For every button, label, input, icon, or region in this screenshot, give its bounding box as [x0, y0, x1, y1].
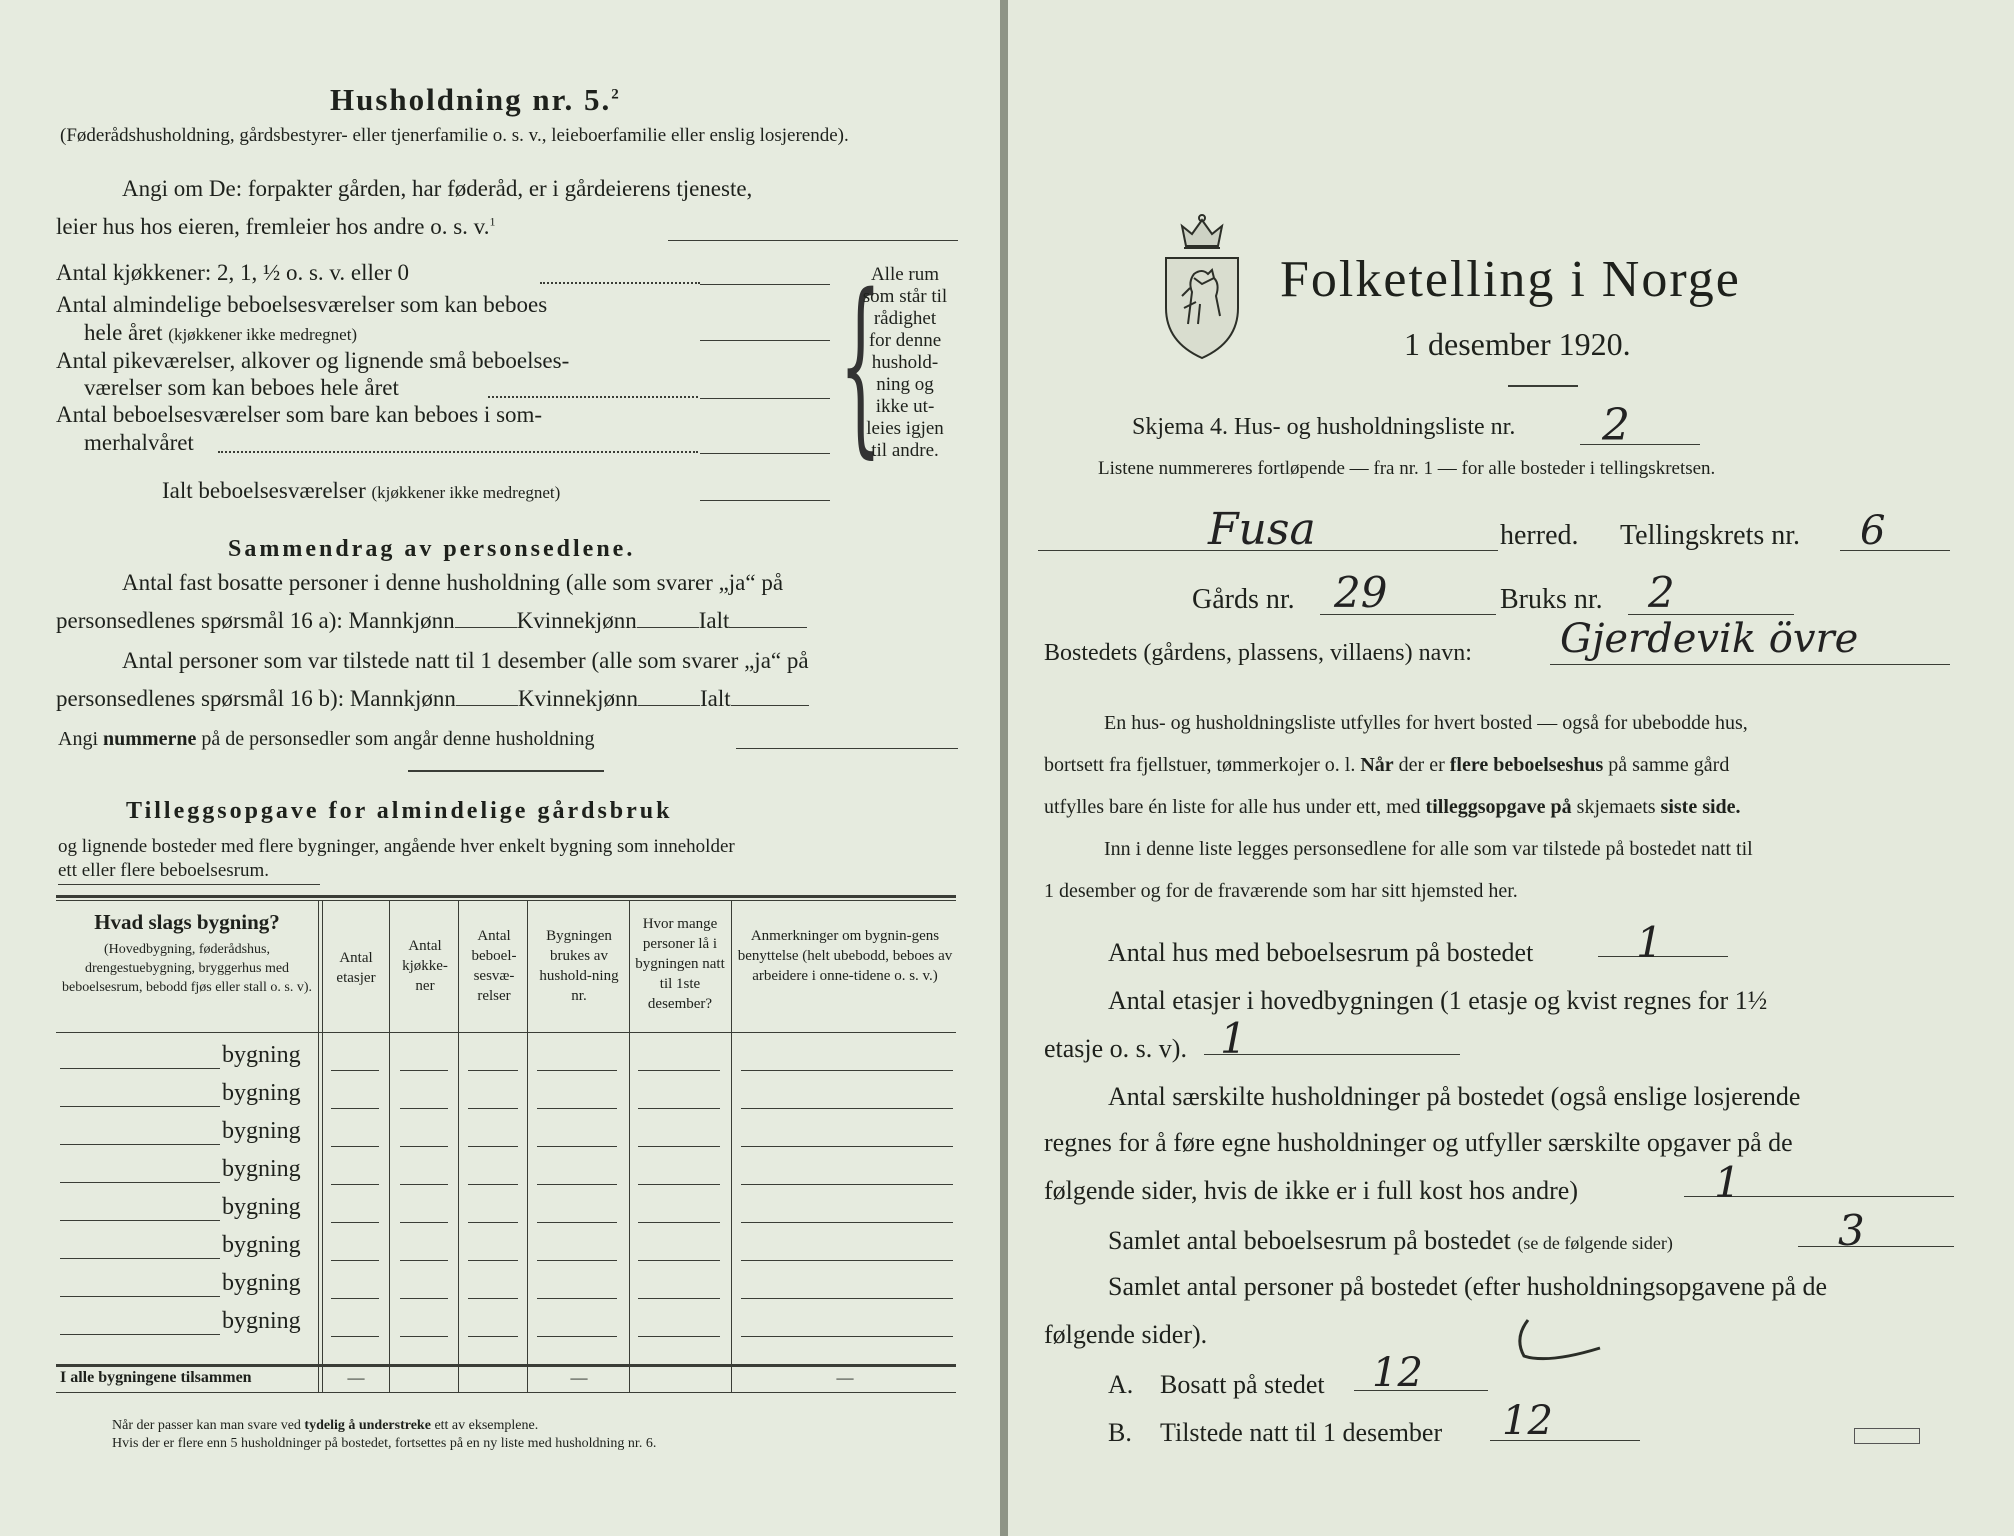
section-divider — [408, 770, 604, 772]
household-subtitle: (Føderådshusholdning, gårdsbestyrer- eller tjenerfamilie o. s. v., leieboerfamilie eller enslig losjerende). — [60, 125, 849, 146]
cell-answer-line — [741, 1336, 953, 1337]
building-type-answer-line — [60, 1182, 220, 1183]
col-head-type-note: (Hovedbygning, føderådshus, drengestuebygning, bryggerhus med beboelsesrum, bebodd fjøs eller stall o. s. v). — [62, 942, 313, 995]
fast-line-2: personsedlenes spørsmål 16 a): Mannkjønn Kvinnekjønn Ialt — [56, 608, 807, 634]
right-page — [1008, 0, 2014, 1536]
footnote-1: Når der passer kan man svare ved tydelig å understreke ett av eksemplene. — [112, 1418, 539, 1433]
building-row-label: bygning — [222, 1080, 301, 1106]
gards-value: 29 — [1334, 568, 1388, 617]
kjokkener-dots — [540, 282, 700, 284]
cell-answer-line — [638, 1260, 720, 1261]
tillegg-underline — [58, 884, 320, 885]
cell-answer-line — [400, 1260, 448, 1261]
cell-answer-line — [537, 1298, 617, 1299]
sarsk-value: 1 — [1714, 1158, 1741, 1207]
cell-answer-line — [638, 1108, 720, 1109]
building-row-label: bygning — [222, 1270, 301, 1296]
hus-answer-line — [1598, 956, 1728, 957]
instr-line-5: 1 desember og for de fraværende som har sitt hjemsted her. — [1044, 880, 1518, 902]
col-head-kjokkener: Antal kjøkke-ner — [402, 938, 448, 994]
b-value: 12 — [1502, 1398, 1553, 1444]
cell-answer-line — [331, 1108, 379, 1109]
herred-value: Fusa — [1208, 504, 1316, 555]
instr-line-1: En hus- og husholdningsliste utfylles for hvert bosted — også for ubebodde hus, — [1104, 712, 1748, 734]
pike-line-2: værelser som kan beboes hele året — [84, 375, 399, 400]
col-head-persons: Hvor mange personer lå i bygningen natt til 1ste desember? — [635, 916, 725, 1012]
col-head-etasjer: Antal etasjer — [336, 950, 376, 986]
total-row-label: I alle bygningene tilsammen — [60, 1369, 252, 1386]
skjema-nr-value: 2 — [1602, 400, 1630, 451]
tellingskrets-value: 6 — [1860, 508, 1886, 554]
cell-answer-line — [468, 1222, 518, 1223]
tellingskrets-label: Tellingskrets nr. — [1620, 520, 1801, 551]
cell-answer-line — [537, 1070, 617, 1071]
instr-line-2: bortsett fra fjellstuer, tømmerkojer o. l. Når der er flere beboelseshus på samme gård — [1044, 754, 1730, 776]
sommer-line-1: Antal beboelsesværelser som bare kan beboes i som- — [56, 402, 543, 427]
cell-answer-line — [468, 1070, 518, 1071]
etasjer-value: 1 — [1220, 1014, 1247, 1063]
cell-answer-line — [638, 1222, 720, 1223]
building-row-label: bygning — [222, 1194, 301, 1220]
total-etasjer-dash: — — [347, 1368, 365, 1387]
norway-lion-crest-icon — [1158, 212, 1246, 367]
cell-answer-line — [400, 1184, 448, 1185]
instr-line-4: Inn i denne liste legges personsedlene for alle som var tilstede på bostedet natt til — [1104, 838, 1753, 860]
hus-label: Antal hus med beboelsesrum på bostedet — [1108, 938, 1534, 967]
building-row-label: bygning — [222, 1042, 301, 1068]
samlet-pers-line-2: følgende sider). — [1044, 1320, 1208, 1349]
tillegg-line-1: og lignende bosteder med flere bygninger, angående hver enkelt bygning som inneholder — [58, 836, 735, 857]
tilstede-line-2: personsedlenes spørsmål 16 b): Mannkjønn Kvinnekjønn Ialt — [56, 686, 809, 712]
building-type-answer-line — [60, 1106, 220, 1107]
sarsk-line-2: regnes for å føre egne husholdninger og utfyller særskilte opgaver på de — [1044, 1128, 1793, 1157]
building-type-answer-line — [60, 1220, 220, 1221]
listene-note: Listene nummereres fortløpende — fra nr. 1 — for alle bosteder i tellingskretsen. — [1098, 458, 1716, 479]
hus-value: 1 — [1636, 918, 1663, 967]
cell-answer-line — [331, 1336, 379, 1337]
samlet-rum-answer-line — [1798, 1246, 1954, 1247]
fast-line-1: Antal fast bosatte personer i denne husholdning (alle som svarer „ja“ på — [122, 570, 784, 595]
sarsk-line-3: følgende sider, hvis de ikke er i full kost hos andre) — [1044, 1176, 1578, 1205]
census-title: Folketelling i Norge — [1280, 251, 1741, 308]
left-page — [0, 0, 1000, 1536]
cell-answer-line — [638, 1298, 720, 1299]
household-title: Husholdning nr. 5.$^2$ — [330, 82, 621, 117]
angi-line-1: Angi om De: forpakter gården, har føderåd, er i gårdeierens tjeneste, — [122, 176, 753, 201]
cell-answer-line — [537, 1146, 617, 1147]
cell-answer-line — [331, 1070, 379, 1071]
sommer-dots — [218, 451, 698, 453]
building-type-answer-line — [60, 1296, 220, 1297]
skjema-label: Skjema 4. Hus- og husholdningsliste nr. — [1132, 414, 1516, 440]
total-household-dash: — — [570, 1368, 588, 1387]
cell-answer-line — [537, 1222, 617, 1223]
building-row-label: bygning — [222, 1232, 301, 1258]
building-type-answer-line — [60, 1334, 220, 1335]
instr-line-3: utfylles bare én liste for alle hus under ett, med tilleggsopgave på skjemaets siste side. — [1044, 796, 1741, 818]
cell-answer-line — [741, 1146, 953, 1147]
b-letter: B. — [1108, 1418, 1132, 1447]
etasjer-line-1: Antal etasjer i hovedbygningen (1 etasje og kvist regnes for 1½ — [1108, 986, 1768, 1015]
a-letter: A. — [1108, 1370, 1134, 1399]
pen-scribble-icon — [1508, 1316, 1628, 1371]
brace-icon: { — [839, 254, 882, 475]
building-row-label: bygning — [222, 1156, 301, 1182]
cell-answer-line — [331, 1184, 379, 1185]
cell-answer-line — [537, 1336, 617, 1337]
footnote-2: Hvis der er flere enn 5 husholdninger på bostedet, fortsettes på en ny liste med husholdning nr. 6. — [112, 1436, 657, 1451]
cell-answer-line — [537, 1108, 617, 1109]
cell-answer-line — [331, 1222, 379, 1223]
cell-answer-line — [468, 1336, 518, 1337]
cell-answer-line — [741, 1222, 953, 1223]
sommer-answer-line — [700, 453, 830, 454]
building-type-answer-line — [60, 1068, 220, 1069]
cell-answer-line — [537, 1184, 617, 1185]
samlet-rum-value: 3 — [1838, 1206, 1865, 1255]
pike-line-1: Antal pikeværelser, alkover og lignende små beboelses- — [56, 348, 570, 373]
bosted-label: Bostedets (gårdens, plassens, villaens) navn: — [1044, 640, 1472, 666]
book-spine — [1000, 0, 1008, 1536]
bosted-value: Gjerdevik övre — [1560, 616, 1859, 662]
cell-answer-line — [741, 1298, 953, 1299]
ialt-rooms-label: Ialt beboelsesværelser (kjøkkener ikke medregnet) — [162, 478, 561, 503]
skjema-answer-line — [1580, 444, 1700, 445]
gards-label: Gårds nr. — [1192, 584, 1295, 615]
cell-answer-line — [468, 1184, 518, 1185]
cell-answer-line — [638, 1184, 720, 1185]
sommer-line-2: merhalvåret — [84, 430, 194, 455]
cell-answer-line — [400, 1108, 448, 1109]
kjokkener-label: Antal kjøkkener: 2, 1, ½ o. s. v. eller 0 — [56, 260, 410, 285]
cell-answer-line — [400, 1298, 448, 1299]
cell-answer-line — [468, 1108, 518, 1109]
bruks-value: 2 — [1648, 568, 1675, 617]
cell-answer-line — [400, 1336, 448, 1337]
cell-answer-line — [468, 1260, 518, 1261]
col-head-remarks: Anmerkninger om bygnin-gens benyttelse (helt ubebodd, beboes av arbeidere i onne-tidene o. s. v.) — [737, 928, 953, 984]
cell-answer-line — [400, 1146, 448, 1147]
building-type-answer-line — [60, 1144, 220, 1145]
nummerne-line: Angi nummerne på de personsedler som angår denne husholdning — [58, 728, 595, 750]
a-value: 12 — [1372, 1350, 1423, 1396]
building-type-answer-line — [60, 1258, 220, 1259]
tilstede-line-1: Antal personer som var tilstede natt til 1 desember (alle som svarer „ja“ på — [122, 648, 809, 673]
brace-note: Alle rum som står til rådighet for denne hushold- ning og ikke ut- leies igjen til andre. — [862, 264, 948, 461]
alm-line-1: Antal almindelige beboelsesværelser som kan beboes — [56, 292, 548, 317]
sammendrag-title: Sammendrag av personsedlene. — [228, 536, 636, 562]
etasjer-line-2: etasje o. s. v). — [1044, 1034, 1187, 1063]
cell-answer-line — [331, 1260, 379, 1261]
cell-answer-line — [638, 1070, 720, 1071]
kjokkener-answer-line — [700, 284, 830, 285]
tillegg-line-2: ett eller flere beboelsesrum. — [58, 860, 270, 881]
cell-answer-line — [638, 1336, 720, 1337]
tellingskrets-answer-line — [1840, 550, 1950, 551]
cell-answer-line — [741, 1070, 953, 1071]
cell-answer-line — [741, 1184, 953, 1185]
a-label: Bosatt på stedet — [1160, 1370, 1325, 1399]
pike-dots — [488, 396, 698, 398]
col-head-household: Bygningen brukes av hushold-ning nr. — [539, 928, 619, 1004]
title-rule — [1508, 385, 1578, 387]
herred-label: herred. — [1500, 520, 1579, 551]
cell-answer-line — [331, 1298, 379, 1299]
building-row-label: bygning — [222, 1308, 301, 1334]
nummerne-answer-line — [736, 748, 958, 749]
samlet-pers-line-1: Samlet antal personer på bostedet (efter husholdningsopgavene på de — [1108, 1272, 1828, 1301]
tillegg-title: Tilleggsopgave for almindelige gårdsbruk — [126, 798, 673, 824]
b-label: Tilstede natt til 1 desember — [1160, 1418, 1443, 1447]
bruks-label: Bruks nr. — [1500, 584, 1603, 615]
census-date: 1 desember 1920. — [1404, 326, 1631, 362]
alm-line-2: hele året (kjøkkener ikke medregnet) — [84, 320, 358, 345]
col-head-type: Hvad slags bygning? — [94, 910, 280, 934]
building-row-label: bygning — [222, 1118, 301, 1144]
pike-answer-line — [700, 398, 830, 399]
cell-answer-line — [741, 1108, 953, 1109]
cell-answer-line — [638, 1146, 720, 1147]
cell-answer-line — [331, 1146, 379, 1147]
col-head-rooms: Antal beboel-sesvæ-relser — [471, 928, 517, 1004]
cell-answer-line — [400, 1070, 448, 1071]
total-remarks-dash: — — [836, 1368, 854, 1387]
cell-answer-line — [537, 1260, 617, 1261]
cell-answer-line — [468, 1298, 518, 1299]
printer-stamp-icon — [1854, 1428, 1920, 1444]
cell-answer-line — [468, 1146, 518, 1147]
angi-answer-line — [668, 240, 958, 241]
sarsk-line-1: Antal særskilte husholdninger på bostedet (også enslige losjerende — [1108, 1082, 1801, 1111]
ialt-rooms-answer-line — [700, 500, 830, 501]
bosted-answer-line — [1550, 664, 1950, 665]
samlet-rum-label: Samlet antal beboelsesrum på bostedet (se de følgende sider) — [1108, 1226, 1673, 1255]
alm-answer-line — [700, 340, 830, 341]
angi-line-2: leier hus hos eieren, fremleier hos andre o. s. v.$^1$ — [56, 214, 496, 239]
cell-answer-line — [741, 1260, 953, 1261]
cell-answer-line — [400, 1222, 448, 1223]
